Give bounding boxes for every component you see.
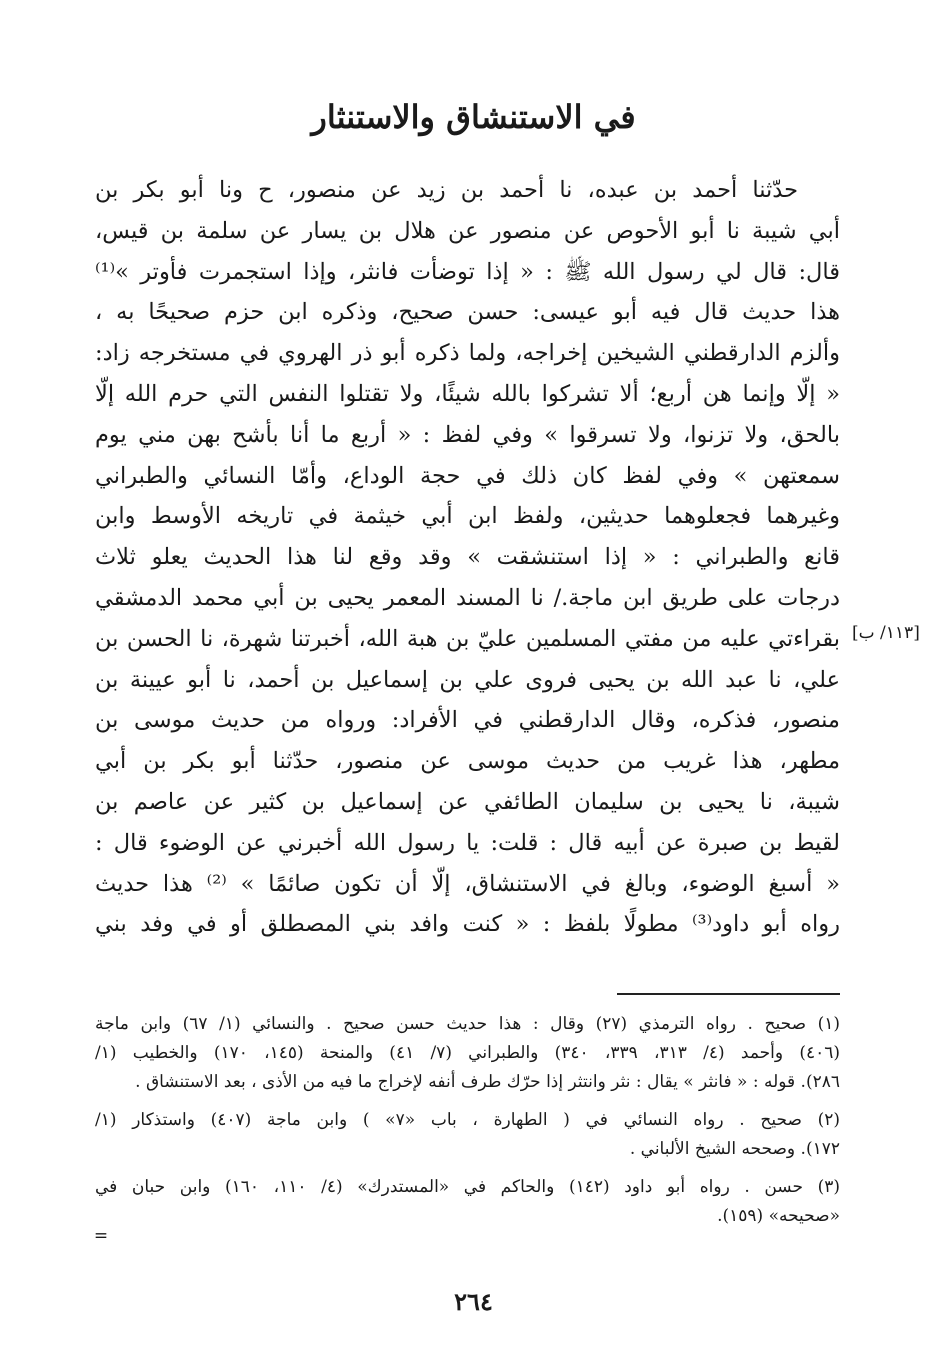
continuation-mark: = xyxy=(93,1226,109,1246)
chapter-title: في الاستنشاق والاستنثار xyxy=(311,98,636,136)
page-number: ٢٦٤ xyxy=(454,1287,493,1316)
footnote-2 xyxy=(95,1106,840,1164)
text-line: رواه أبو داود⁽³⁾ مطولًا بلفظ : « كنت وافد بني المصطلق أو في وفد بني xyxy=(95,911,840,938)
text-line: علي، نا عبد الله بن يحيى فروى علي بن إسماعيل بن أحمد، نا أبو عيينة بن xyxy=(95,666,840,693)
main-text xyxy=(95,170,840,945)
text-line: لقيط بن صبرة عن أبيه قال : قلت: يا رسول الله أخبرني عن الوضوء قال : xyxy=(95,829,840,856)
text-line: أبي شيبة نا أبو الأحوص عن منصور عن هلال بن يسار عن سلمة بن قيس، xyxy=(95,217,840,244)
text-line: قال: قال لي رسول الله ﷺ : « إذا توضأت فانثر، وإذا استجمرت فأوتر »⁽¹⁾ xyxy=(95,258,840,285)
footnotes xyxy=(95,1010,840,1231)
footnote-line: (١) صحيح . رواه الترمذي (٢٧) وقال : هذا حديث حسن صحيح . والنسائي (١/ ٦٧) وابن ماجة xyxy=(95,1014,840,1034)
text-line: حدّثنا أحمد بن عبده، نا أحمد بن زيد عن منصور، ح ونا أبو بكر بن xyxy=(95,177,798,203)
footnote-3 xyxy=(95,1173,840,1231)
text-line: وألزم الدارقطني الشيخين إخراجه، ولما ذكره أبو ذر الهروي في مستخرجه زاد: xyxy=(95,340,840,367)
text-line: درجات على طريق ابن ماجة./ نا المسند المعمر يحيى بن أبي محمد الدمشقي xyxy=(95,584,840,611)
footnote-1 xyxy=(95,1010,840,1097)
footnote-line: (٢) صحيح . رواه النسائي في ( الطهارة ، باب «٧» ) وابن ماجة (٤٠٧) واستذكار (١/ xyxy=(95,1110,840,1130)
footnote-line: ١٧٢). وصححه الشيخ الألباني . xyxy=(629,1139,840,1159)
text-line: مطهر، هذا غريب من حديث موسى عن منصور، حدّثنا أبو بكر بن أبي xyxy=(95,748,840,775)
text-line: شيبة، نا يحيى بن سليمان الطائفي عن إسماعيل بن كثير عن عاصم بن xyxy=(95,788,840,815)
footnote-separator xyxy=(617,993,840,995)
footnote-line: (٤٠٦) وأحمد (٤/ ٣١٣، ٣٣٩، ٣٤٠) والطبراني (٧/ ٤١) والمنحة (١٤٥، ١٧٠) والخطيب (١/ xyxy=(95,1043,840,1063)
footnote-line: «صحيحه» (١٥٩). xyxy=(717,1206,840,1226)
text-line: قانع والطبراني : « إذا استنشقت » وقد وقع لنا هذا الحديث يعلو ثلاث xyxy=(95,544,840,571)
text-line: « أسبغ الوضوء، وبالغ في الاستنشاق، إلّا أن تكون صائمًا » ⁽²⁾ هذا حديث xyxy=(95,870,840,897)
text-line: سمعتهن » وفي لفظ كان ذلك في حجة الوداع، وأمّا النسائي والطبراني xyxy=(95,462,840,489)
text-line: منصور، فذكره، وقال الدارقطني في الأفراد: ورواه من حديث موسى بن xyxy=(95,707,840,734)
text-line: وغيرهما فجعلوهما حديثين، ولفظ ابن أبي خيثمة في تاريخه الأوسط وابن xyxy=(95,503,840,530)
text-line: هذا حديث قال فيه أبو عيسى: حسن صحيح، وذكره ابن حزم صحيحًا به ، xyxy=(95,299,840,326)
text-line: بالحق، ولا تزنوا، ولا تسرقوا » وفي لفظ : « أربع ما أنا بأشح بهن مني يوم xyxy=(95,421,840,448)
footnote-line: (٣) حسن . رواه أبو داود (١٤٢) والحاكم في «المستدرك» (٤/ ١١٠، ١٦٠) وابن حبان في xyxy=(95,1177,840,1197)
margin-folio-note: [١١٣/ ب] xyxy=(852,623,920,643)
footnote-line: ٢٨٦). قوله : « فانثر » يقال : نثر وانتثر إذا حرّك طرف أنفه لإخراج ما فيه من الأذى ، بعد الاستنشاق . xyxy=(135,1072,840,1092)
text-line: بقراءتي عليه من مفتي المسلمين عليّ بن هبة الله، أخبرتنا شهرة، نا الحسن بن xyxy=(95,625,840,652)
text-line: « إلّا وإنما هن أربع؛ ألا تشركوا بالله شيئًا، ولا تقتلوا النفس التي حرم الله إلّا xyxy=(95,380,840,407)
